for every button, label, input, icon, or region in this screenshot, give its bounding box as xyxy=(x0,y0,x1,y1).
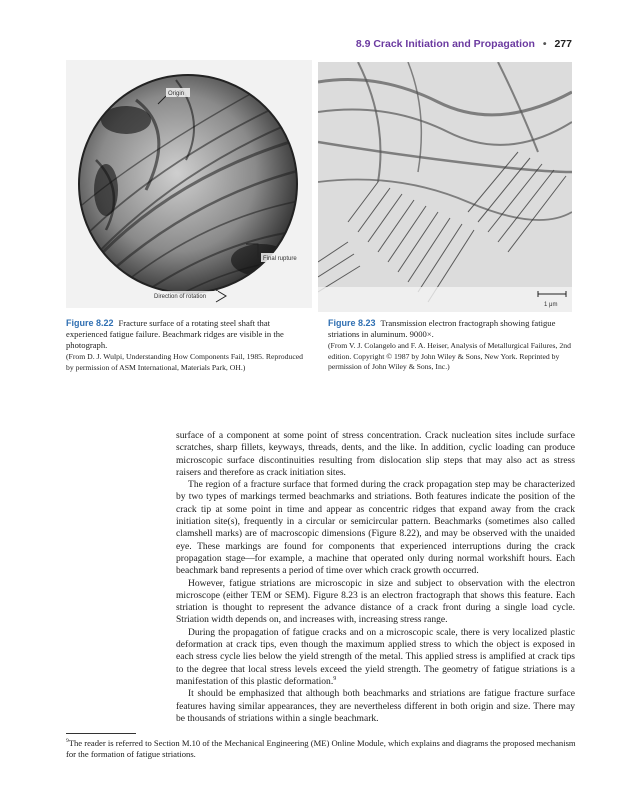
paragraph-4-text: During the propagation of fatigue cracks and on a microscopic scale, there is very localized plastic deformation at crack tips, even though the maximum applied stress to which the object is exposed in each stress cycle lies below the yield strength of the metal. This applied stress is amplified at crack tips to the degree that local stress levels exceed the yield strength. The geometry of fatigue striations is a manifestation of this plastic deformation. xyxy=(176,626,575,687)
paragraph-3: However, fatigue striations are microscopic in size and subject to observation with the electron microscope (either TEM or SEM). Figure 8.23 is an electron fractograph that shows this feature. Each striation is thought to represent the advance distance of a crack front during a single load cycle. Striation width depends on, and increases with, increasing stress range. xyxy=(176,577,575,626)
paragraph-4 xyxy=(176,627,575,688)
paragraph-2: The region of a fracture surface that formed during the crack propagation step may be characterized by two types of markings termed beachmarks and striations. Both features indicate the position of the crack tip at some point in time and appear as concentric ridges that expand away from the crack initiation site(s), frequently in a circular or semicircular pattern. Beachmarks (sometimes also called clamshell marks) are of macroscopic dimensions (Figure 8.22), and may be observed with the unaided eye. These markings are found for components that experienced interruptions during the crack propagation stage—for example, a machine that operated only during normal workshift hours. Each beachmark band represents a period of time over which crack growth occurred. xyxy=(176,479,575,577)
direction-of-rotation-label: Direction of rotation xyxy=(154,294,207,300)
footnote-marker: 9 xyxy=(66,738,69,745)
figure-8-22-label: Figure 8.22 xyxy=(66,318,114,328)
figure-8-23-caption xyxy=(328,318,574,373)
figure-8-22-source: (From D. J. Wulpi, Understanding How Components Fail, 1985. Reproduced by permission of ASM International, Materials Park, OH.) xyxy=(66,352,303,372)
scale-bar-label: 1 μm xyxy=(544,302,558,308)
final-rupture-label: Final rupture xyxy=(263,256,297,262)
footnote-rule xyxy=(66,733,136,734)
figure-8-22-caption xyxy=(66,318,312,373)
page-number: 277 xyxy=(554,38,572,50)
paragraph-5: It should be emphasized that although both beachmarks and striations are fatigue fracture surface features having similar appearances, they are nevertheless different in both origin and size. There may be thousands of striations within a single beachmark. xyxy=(176,688,575,724)
footnote-ref[interactable]: 9 xyxy=(333,675,337,682)
origin-label: Origin xyxy=(168,91,185,97)
running-header xyxy=(356,38,572,50)
figure-8-23-label: Figure 8.23 xyxy=(328,318,376,328)
figure-8-23-source: (From V. J. Colangelo and F. A. Heiser, Analysis of Metallurgical Failures, 2nd edition. Copyright © 1987 by John Wiley & Sons, New York. Reprinted by permission of John Wiley & Sons, Inc.) xyxy=(328,341,571,371)
figure-8-22-caption-text: Fracture surface of a rotating steel shaft that experienced fatigue failure. Beachmark ridges are visible in the photograph. xyxy=(66,318,284,350)
section-title: 8.9 Crack Initiation and Propagation xyxy=(355,38,535,50)
paragraph-1: surface of a component at some point of stress concentration. Crack nucleation sites include surface scratches, sharp fillets, keyways, threads, dents, and the like. In addition, cyclic loading can produce microscopic surface discontinuities resulting from dislocation slip steps that may also act as stress raisers and therefore as crack initiation sites. xyxy=(176,430,575,478)
figure-8-23-photo xyxy=(318,62,572,312)
fracture-surface-image xyxy=(66,60,312,308)
body-text xyxy=(176,430,575,725)
footnote xyxy=(66,738,576,761)
header-separator: • xyxy=(542,38,547,50)
figure-8-22-photo xyxy=(66,60,312,308)
footnote-text: The reader is referred to Section M.10 of the Mechanical Engineering (ME) Online Module, which explains and diagrams the proposed mechanism for the formation of fatigue striations. xyxy=(66,738,576,760)
fractograph-image xyxy=(318,62,572,312)
figure-8-23-caption-text: Transmission electron fractograph showing fatigue striations in aluminum. 9000×. xyxy=(328,318,556,339)
